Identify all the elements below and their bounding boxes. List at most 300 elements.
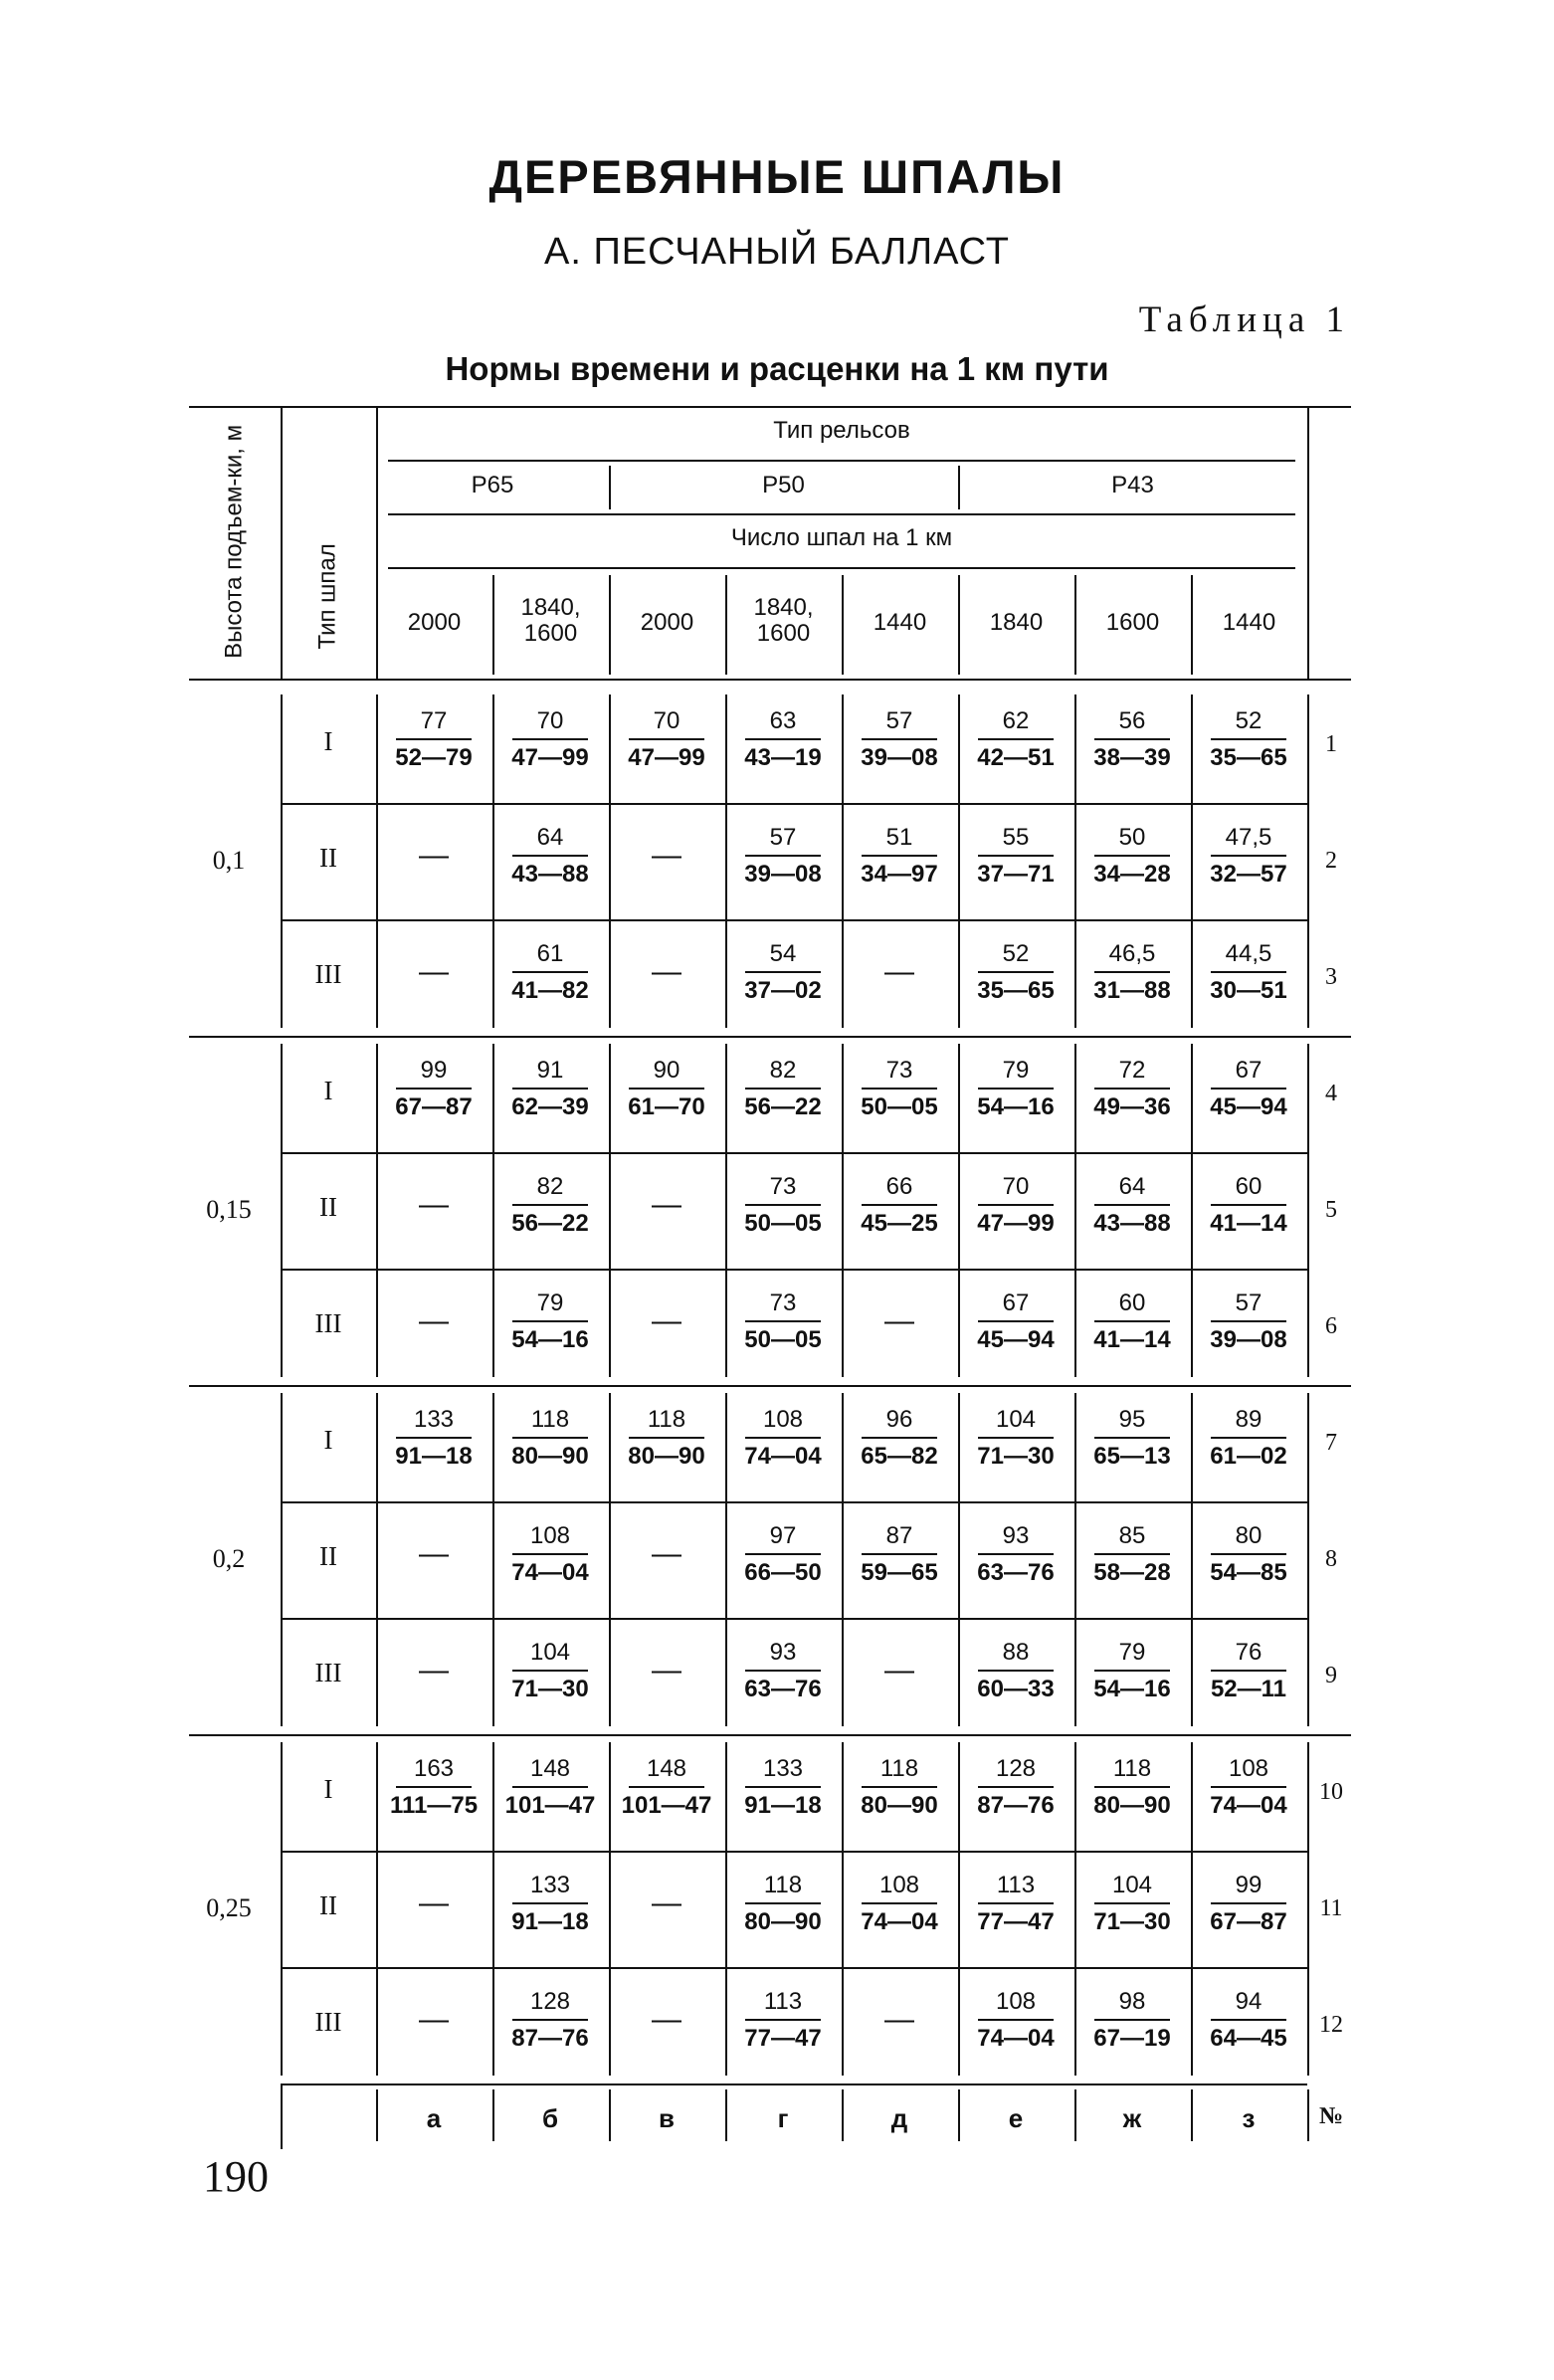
rate-value: 42—51: [977, 744, 1055, 771]
tie-type-column-header: Тип шпал: [313, 543, 341, 650]
time-norm-value: 118: [530, 1406, 570, 1433]
norm-cell: [1074, 1752, 1190, 1822]
tie-type-cell: II: [319, 1890, 337, 1920]
norm-cell: [1074, 1636, 1190, 1705]
rate-value: 87—76: [977, 1792, 1055, 1819]
tie-type-cell: I: [323, 1774, 333, 1804]
rate-value: 71—30: [1093, 1908, 1171, 1935]
time-norm-value: 97: [769, 1522, 797, 1549]
column-rule: [492, 575, 494, 675]
tie-count-header: 1840: [989, 609, 1044, 636]
column-rule: [1074, 1742, 1076, 2076]
time-norm-value: 148: [646, 1755, 687, 1782]
lift-height-cell: 0,15: [206, 1194, 252, 1224]
table-caption: Нормы времени и расценки на 1 км пути: [445, 350, 1109, 387]
row-number: 8: [1325, 1546, 1337, 1572]
column-rule: [842, 694, 844, 1028]
norm-cell: [492, 1752, 608, 1822]
column-rule: [609, 1393, 611, 1726]
rail-type-р65: Р65: [471, 472, 514, 498]
column-rule: [376, 1393, 378, 1726]
norm-cell: [958, 1636, 1073, 1705]
empty-cell-dash: —: [652, 1188, 681, 1221]
row-number: 9: [1325, 1663, 1337, 1688]
time-norm-value: 80: [1235, 1522, 1263, 1549]
table-top-rule: [189, 406, 1351, 408]
norm-cell: [492, 937, 608, 1007]
rate-value: 39—08: [861, 744, 938, 771]
norm-cell: [1191, 704, 1306, 774]
column-rule: [1074, 1393, 1076, 1726]
time-norm-value: 70: [1002, 1173, 1030, 1200]
norm-cell: [958, 821, 1073, 891]
time-norm-value: 163: [413, 1755, 455, 1782]
column-rule: [1307, 1044, 1309, 1377]
rate-value: 60—33: [977, 1676, 1055, 1702]
time-norm-value: 57: [769, 824, 797, 851]
column-rule: [958, 1742, 960, 2076]
time-norm-value: 52: [1002, 940, 1030, 967]
time-norm-value: 133: [529, 1872, 571, 1898]
column-rule: [376, 694, 378, 1028]
rule-line: [388, 567, 1295, 569]
norm-cell: [1191, 1752, 1306, 1822]
rate-value: 45—25: [861, 1210, 938, 1237]
column-rule: [958, 466, 960, 509]
rate-value: 50—05: [744, 1210, 822, 1237]
norm-cell: [725, 1869, 841, 1938]
time-norm-value: 70: [653, 707, 680, 734]
rate-value: 74—04: [861, 1908, 938, 1935]
rate-value: 38—39: [1093, 744, 1171, 771]
row-number: 12: [1319, 2012, 1343, 2038]
rate-value: 35—65: [977, 977, 1055, 1004]
norm-cell: [1191, 1054, 1306, 1123]
norm-cell: [376, 1519, 491, 1589]
time-norm-value: 60: [1235, 1173, 1263, 1200]
time-norm-value: 57: [885, 707, 913, 734]
norm-cell: [842, 1170, 957, 1240]
empty-cell-dash: —: [419, 1188, 449, 1221]
rate-value: 77—47: [977, 1908, 1055, 1935]
rate-value: 64—45: [1210, 2025, 1287, 2052]
column-rule: [1191, 575, 1193, 675]
rate-value: 67—19: [1093, 2025, 1171, 2052]
norm-cell: [842, 1985, 957, 2055]
norm-cell: [1191, 937, 1306, 1007]
column-rule: [492, 1044, 494, 1377]
empty-cell-dash: —: [652, 1304, 681, 1337]
norm-cell: [958, 1287, 1073, 1356]
norm-cell: [609, 1287, 724, 1356]
time-norm-value: 91: [536, 1057, 564, 1084]
lift-height-cell: 0,25: [206, 1892, 252, 1922]
empty-cell-dash: —: [419, 839, 449, 872]
row-rule: [281, 1967, 1307, 1969]
column-rule: [281, 406, 283, 679]
rate-value: 49—36: [1093, 1093, 1171, 1120]
column-rule: [958, 1044, 960, 1377]
group-rule: [281, 1393, 283, 1726]
time-norm-value: 82: [769, 1057, 797, 1084]
rate-value: 41—82: [511, 977, 589, 1004]
rate-value: 62—39: [511, 1093, 589, 1120]
time-norm-value: 88: [1002, 1639, 1030, 1666]
time-norm-value: 73: [885, 1057, 913, 1084]
rate-value: 52—11: [1210, 1676, 1287, 1702]
column-rule: [958, 575, 960, 675]
norm-cell: [725, 1287, 841, 1356]
norm-cell: [725, 1403, 841, 1473]
norm-cell: [1074, 704, 1190, 774]
column-rule: [492, 2089, 494, 2141]
column-rule: [842, 1742, 844, 2076]
column-rule: [958, 1393, 960, 1726]
norm-cell: [609, 1869, 724, 1938]
time-norm-value: 79: [536, 1289, 564, 1316]
norm-cell: [958, 1985, 1073, 2055]
column-rule: [376, 2089, 378, 2141]
time-norm-value: 60: [1118, 1289, 1146, 1316]
tie-count-header: 1440: [873, 609, 927, 636]
row-number: 2: [1325, 848, 1337, 874]
rate-value: 47—99: [511, 744, 589, 771]
rate-value: 74—04: [511, 1559, 589, 1586]
time-norm-value: 89: [1235, 1406, 1263, 1433]
row-number: 11: [1319, 1895, 1343, 1921]
column-rule: [1191, 694, 1193, 1028]
rate-value: 67—87: [1210, 1908, 1287, 1935]
column-rule: [725, 1044, 727, 1377]
rate-value: 43—19: [744, 744, 822, 771]
rate-value: 31—88: [1093, 977, 1171, 1004]
norm-cell: [725, 1985, 841, 2055]
rail-type-header: Тип рельсов: [773, 417, 910, 444]
row-rule: [281, 1269, 1307, 1271]
column-rule: [1074, 694, 1076, 1028]
time-norm-value: 87: [885, 1522, 913, 1549]
empty-cell-dash: —: [652, 839, 681, 872]
time-norm-value: 99: [420, 1057, 448, 1084]
time-norm-value: 50: [1118, 824, 1146, 851]
norm-cell: [1074, 1519, 1190, 1589]
column-rule: [958, 694, 960, 1028]
column-rule: [1191, 1742, 1193, 2076]
tie-count-header: 1440: [1222, 609, 1276, 636]
norm-cell: [609, 1170, 724, 1240]
empty-cell-dash: —: [884, 955, 914, 988]
rate-value: 74—04: [977, 2025, 1055, 2052]
row-number: 4: [1325, 1081, 1337, 1106]
row-rule: [281, 803, 1307, 805]
norm-cell: [1191, 1869, 1306, 1938]
column-rule: [842, 1044, 844, 1377]
empty-cell-dash: —: [884, 1654, 914, 1686]
norm-cell: [725, 704, 841, 774]
time-norm-value: 67: [1235, 1057, 1263, 1084]
lift-height-cell: 0,1: [212, 845, 246, 875]
time-norm-value: 133: [413, 1406, 455, 1433]
height-column-header: Высота подъем-ки, м: [220, 424, 248, 659]
norm-cell: [1074, 1287, 1190, 1356]
norm-cell: [492, 1403, 608, 1473]
tie-type-cell: II: [319, 1192, 337, 1222]
tie-count-header: 1600: [1105, 609, 1160, 636]
tie-count-header: 1840, 1600: [520, 594, 581, 648]
tie-count-header: 2000: [407, 609, 462, 636]
norm-cell: [376, 704, 491, 774]
column-rule: [609, 466, 611, 509]
tie-type-cell: II: [319, 1541, 337, 1571]
time-norm-value: 73: [769, 1289, 797, 1316]
rate-value: 80—90: [1093, 1792, 1171, 1819]
tie-type-cell: I: [323, 1425, 333, 1455]
rate-value: 71—30: [977, 1443, 1055, 1470]
rate-value: 56—22: [744, 1093, 822, 1120]
norm-cell: [492, 1636, 608, 1705]
norm-cell: [842, 1752, 957, 1822]
time-norm-value: 118: [1112, 1755, 1152, 1782]
norm-cell: [1074, 937, 1190, 1007]
rate-value: 80—90: [628, 1443, 705, 1470]
group-rule: [281, 1742, 283, 2076]
time-norm-value: 108: [529, 1522, 571, 1549]
row-rule: [281, 919, 1307, 921]
rate-value: 65—13: [1093, 1443, 1171, 1470]
norm-cell: [609, 1519, 724, 1589]
column-rule: [1074, 1044, 1076, 1377]
tie-count-header: 2000: [640, 609, 694, 636]
empty-cell-dash: —: [419, 955, 449, 988]
time-norm-value: 44,5: [1225, 940, 1272, 967]
norm-cell: [609, 1636, 724, 1705]
time-norm-value: 55: [1002, 824, 1030, 851]
column-rule: [609, 1044, 611, 1377]
empty-cell-dash: —: [652, 1537, 681, 1570]
column-rule: [609, 575, 611, 675]
rate-value: 91—18: [744, 1792, 822, 1819]
column-rule: [958, 2089, 960, 2141]
empty-cell-dash: —: [419, 1654, 449, 1686]
column-rule: [842, 2089, 844, 2141]
column-letter: е: [1008, 2103, 1024, 2133]
column-rule: [1307, 1742, 1309, 2076]
time-norm-value: 98: [1118, 1988, 1146, 2015]
time-norm-value: 51: [885, 824, 913, 851]
group-separator-rule: [189, 1734, 1351, 1736]
time-norm-value: 113: [996, 1872, 1036, 1898]
rate-value: 101—47: [621, 1792, 712, 1819]
rail-type-р50: Р50: [762, 472, 805, 498]
row-number: 10: [1319, 1779, 1343, 1805]
column-rule: [1307, 1393, 1309, 1726]
row-rule: [281, 1618, 1307, 1620]
norm-cell: [492, 821, 608, 891]
row-number: 1: [1325, 731, 1337, 757]
rate-value: 54—16: [977, 1093, 1055, 1120]
norm-cell: [842, 937, 957, 1007]
column-rule: [1191, 1044, 1193, 1377]
time-norm-value: 104: [995, 1406, 1037, 1433]
norm-cell: [958, 1170, 1073, 1240]
time-norm-value: 104: [1111, 1872, 1153, 1898]
column-rule: [1191, 2089, 1193, 2141]
empty-cell-dash: —: [652, 1654, 681, 1686]
norm-cell: [376, 1985, 491, 2055]
time-norm-value: 108: [762, 1406, 804, 1433]
column-letter: а: [426, 2103, 442, 2133]
column-rule: [376, 1044, 378, 1377]
norm-cell: [609, 937, 724, 1007]
tie-type-cell: II: [319, 843, 337, 873]
rule-line: [388, 460, 1295, 462]
rate-value: 63—76: [744, 1676, 822, 1702]
norm-cell: [492, 704, 608, 774]
time-norm-value: 118: [647, 1406, 686, 1433]
time-norm-value: 67: [1002, 1289, 1030, 1316]
norm-cell: [1074, 1170, 1190, 1240]
column-letter: в: [659, 2103, 675, 2133]
rail-type-р43: Р43: [1111, 472, 1154, 498]
row-number: 7: [1325, 1430, 1337, 1456]
rate-value: 91—18: [511, 1908, 589, 1935]
norm-cell: [725, 1636, 841, 1705]
time-norm-value: 108: [878, 1872, 920, 1898]
column-letter: д: [890, 2103, 908, 2133]
tie-type-cell: III: [314, 2007, 342, 2037]
norm-cell: [1191, 1287, 1306, 1356]
rule-line: [388, 513, 1295, 515]
rate-value: 74—04: [744, 1443, 822, 1470]
column-letter: г: [777, 2103, 789, 2133]
time-norm-value: 108: [995, 1988, 1037, 2015]
tie-type-cell: I: [323, 726, 333, 756]
rate-value: 74—04: [1210, 1792, 1287, 1819]
time-norm-value: 118: [879, 1755, 919, 1782]
time-norm-value: 113: [763, 1988, 803, 2015]
rate-value: 56—22: [511, 1210, 589, 1237]
rate-value: 59—65: [861, 1559, 938, 1586]
norm-cell: [842, 1054, 957, 1123]
column-rule: [842, 1393, 844, 1726]
column-letter: з: [1242, 2103, 1256, 2133]
group-separator-rule: [189, 1385, 1351, 1387]
row-number: 5: [1325, 1197, 1337, 1223]
norm-cell: [1074, 1985, 1190, 2055]
group-rule: [281, 1044, 283, 1377]
rate-value: 50—05: [744, 1326, 822, 1353]
column-rule: [1074, 575, 1076, 675]
rate-value: 35—65: [1210, 744, 1287, 771]
norm-cell: [725, 1054, 841, 1123]
norm-cell: [842, 1636, 957, 1705]
rate-value: 67—87: [395, 1093, 473, 1120]
empty-cell-dash: —: [884, 2003, 914, 2036]
column-rule: [1307, 694, 1309, 1028]
section-subtitle: А. ПЕСЧАНЫЙ БАЛЛАСТ: [544, 231, 1010, 273]
empty-cell-dash: —: [652, 2003, 681, 2036]
lift-height-cell: 0,2: [212, 1543, 246, 1573]
column-rule: [609, 694, 611, 1028]
rate-value: 65—82: [861, 1443, 938, 1470]
empty-cell-dash: —: [652, 1886, 681, 1919]
norm-cell: [842, 1287, 957, 1356]
norm-cell: [376, 1636, 491, 1705]
time-norm-value: 46,5: [1108, 940, 1156, 967]
time-norm-value: 77: [420, 707, 448, 734]
norm-cell: [725, 821, 841, 891]
norm-cell: [376, 1287, 491, 1356]
rate-value: 111—75: [389, 1792, 479, 1819]
footer-top-rule: [281, 2083, 1307, 2085]
group-separator-rule: [189, 1036, 1351, 1038]
time-norm-value: 72: [1118, 1057, 1146, 1084]
empty-cell-dash: —: [652, 955, 681, 988]
norm-cell: [958, 1403, 1073, 1473]
norm-cell: [725, 1519, 841, 1589]
time-norm-value: 64: [1118, 1173, 1146, 1200]
tie-type-cell: III: [314, 1658, 342, 1687]
norm-cell: [1191, 1170, 1306, 1240]
time-norm-value: 128: [529, 1988, 571, 2015]
norm-cell: [609, 1752, 724, 1822]
rate-value: 34—97: [861, 861, 938, 888]
rate-value: 87—76: [511, 2025, 589, 2052]
norm-cell: [842, 821, 957, 891]
row-rule: [281, 1501, 1307, 1503]
time-norm-value: 104: [529, 1639, 571, 1666]
rate-value: 54—85: [1210, 1559, 1287, 1586]
rate-value: 58—28: [1093, 1559, 1171, 1586]
rate-value: 101—47: [504, 1792, 596, 1819]
rate-value: 91—18: [395, 1443, 473, 1470]
column-rule: [609, 1742, 611, 2076]
time-norm-value: 56: [1118, 707, 1146, 734]
rate-value: 61—70: [628, 1093, 705, 1120]
rate-value: 47—99: [977, 1210, 1055, 1237]
norm-cell: [492, 1170, 608, 1240]
time-norm-value: 61: [536, 940, 564, 967]
rate-value: 41—14: [1210, 1210, 1287, 1237]
time-norm-value: 148: [529, 1755, 571, 1782]
time-norm-value: 94: [1235, 1988, 1263, 2015]
time-norm-value: 70: [536, 707, 564, 734]
norm-cell: [492, 1869, 608, 1938]
time-norm-value: 63: [769, 707, 797, 734]
column-rule: [492, 1742, 494, 2076]
rate-value: 32—57: [1210, 861, 1287, 888]
time-norm-value: 64: [536, 824, 564, 851]
page-number: 190: [203, 2152, 269, 2201]
time-norm-value: 93: [1002, 1522, 1030, 1549]
time-norm-value: 133: [762, 1755, 804, 1782]
norm-cell: [609, 1403, 724, 1473]
norm-cell: [1191, 1519, 1306, 1589]
rate-value: 66—50: [744, 1559, 822, 1586]
rate-value: 63—76: [977, 1559, 1055, 1586]
rate-value: 34—28: [1093, 861, 1171, 888]
column-rule: [725, 1393, 727, 1726]
time-norm-value: 47,5: [1225, 824, 1272, 851]
norm-cell: [376, 821, 491, 891]
time-norm-value: 95: [1118, 1406, 1146, 1433]
norm-cell: [376, 1170, 491, 1240]
rate-value: 52—79: [395, 744, 473, 771]
time-norm-value: 79: [1002, 1057, 1030, 1084]
norm-cell: [609, 704, 724, 774]
time-norm-value: 57: [1235, 1289, 1263, 1316]
column-letter: ж: [1122, 2103, 1142, 2133]
